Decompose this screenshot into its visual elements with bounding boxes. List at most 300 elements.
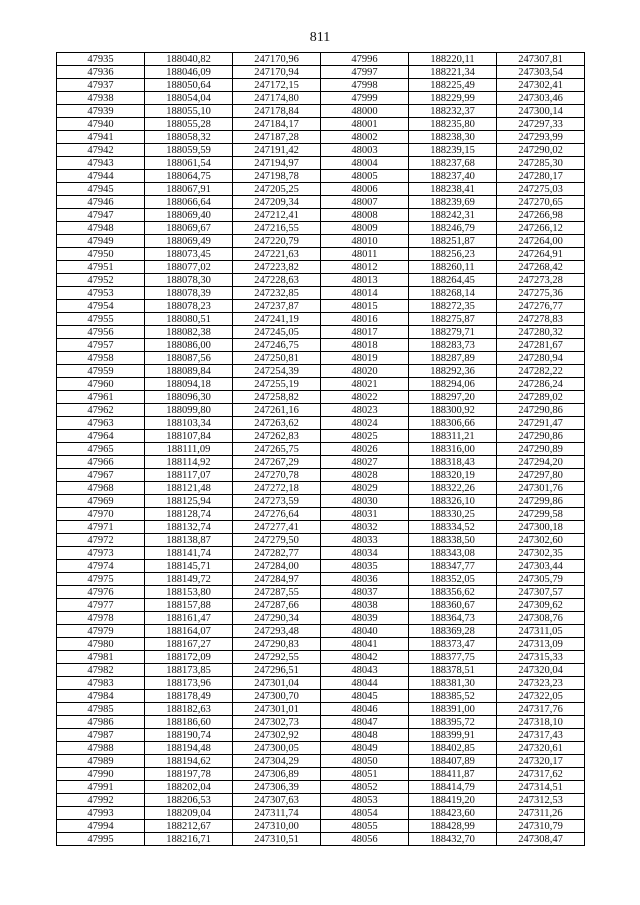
x-coordinate-cell: 188287,89 xyxy=(409,352,497,365)
point-number-cell: 48047 xyxy=(321,716,409,729)
y-coordinate-cell: 247280,94 xyxy=(497,352,585,365)
point-number-cell: 48026 xyxy=(321,443,409,456)
x-coordinate-cell: 188067,91 xyxy=(145,183,233,196)
x-coordinate-cell: 188369,28 xyxy=(409,625,497,638)
point-number-cell: 47945 xyxy=(57,183,145,196)
x-coordinate-cell: 188399,91 xyxy=(409,729,497,742)
point-number-cell: 48027 xyxy=(321,456,409,469)
x-coordinate-cell: 188132,74 xyxy=(145,521,233,534)
y-coordinate-cell: 247289,02 xyxy=(497,391,585,404)
x-coordinate-cell: 188161,47 xyxy=(145,612,233,625)
point-number-cell: 47983 xyxy=(57,677,145,690)
x-coordinate-cell: 188178,49 xyxy=(145,690,233,703)
point-number-cell: 47980 xyxy=(57,638,145,651)
y-coordinate-cell: 247290,34 xyxy=(233,612,321,625)
table-row xyxy=(57,469,585,482)
point-number-cell: 48017 xyxy=(321,326,409,339)
x-coordinate-cell: 188082,38 xyxy=(145,326,233,339)
x-coordinate-cell: 188096,30 xyxy=(145,391,233,404)
table-row xyxy=(57,625,585,638)
x-coordinate-cell: 188094,18 xyxy=(145,378,233,391)
x-coordinate-cell: 188246,79 xyxy=(409,222,497,235)
x-coordinate-cell: 188297,20 xyxy=(409,391,497,404)
y-coordinate-cell: 247280,17 xyxy=(497,170,585,183)
y-coordinate-cell: 247250,81 xyxy=(233,352,321,365)
x-coordinate-cell: 188407,89 xyxy=(409,755,497,768)
point-number-cell: 47985 xyxy=(57,703,145,716)
table-row xyxy=(57,664,585,677)
point-number-cell: 47981 xyxy=(57,651,145,664)
table-row xyxy=(57,196,585,209)
y-coordinate-cell: 247241,19 xyxy=(233,313,321,326)
point-number-cell: 47965 xyxy=(57,443,145,456)
y-coordinate-cell: 247282,22 xyxy=(497,365,585,378)
y-coordinate-cell: 247302,73 xyxy=(233,716,321,729)
point-number-cell: 47949 xyxy=(57,235,145,248)
y-coordinate-cell: 247315,33 xyxy=(497,651,585,664)
y-coordinate-cell: 247301,76 xyxy=(497,482,585,495)
x-coordinate-cell: 188164,07 xyxy=(145,625,233,638)
y-coordinate-cell: 247266,98 xyxy=(497,209,585,222)
y-coordinate-cell: 247302,60 xyxy=(497,534,585,547)
point-number-cell: 47950 xyxy=(57,248,145,261)
y-coordinate-cell: 247301,01 xyxy=(233,703,321,716)
page-number: 811 xyxy=(309,30,331,45)
x-coordinate-cell: 188138,87 xyxy=(145,534,233,547)
point-number-cell: 48042 xyxy=(321,651,409,664)
table-row xyxy=(57,560,585,573)
point-number-cell: 47969 xyxy=(57,495,145,508)
point-number-cell: 47996 xyxy=(321,53,409,66)
x-coordinate-cell: 188167,27 xyxy=(145,638,233,651)
point-number-cell: 47954 xyxy=(57,300,145,313)
point-number-cell: 48023 xyxy=(321,404,409,417)
point-number-cell: 47961 xyxy=(57,391,145,404)
point-number-cell: 47967 xyxy=(57,469,145,482)
table-row xyxy=(57,417,585,430)
table-row xyxy=(57,274,585,287)
point-number-cell: 47960 xyxy=(57,378,145,391)
table-row xyxy=(57,105,585,118)
point-number-cell: 47942 xyxy=(57,144,145,157)
y-coordinate-cell: 247184,17 xyxy=(233,118,321,131)
point-number-cell: 48019 xyxy=(321,352,409,365)
y-coordinate-cell: 247272,18 xyxy=(233,482,321,495)
point-number-cell: 47937 xyxy=(57,79,145,92)
point-number-cell: 47968 xyxy=(57,482,145,495)
point-number-cell: 47993 xyxy=(57,807,145,820)
y-coordinate-cell: 247262,83 xyxy=(233,430,321,443)
point-number-cell: 47941 xyxy=(57,131,145,144)
table-row xyxy=(57,690,585,703)
point-number-cell: 47958 xyxy=(57,352,145,365)
x-coordinate-cell: 188182,63 xyxy=(145,703,233,716)
y-coordinate-cell: 247246,75 xyxy=(233,339,321,352)
x-coordinate-cell: 188197,78 xyxy=(145,768,233,781)
y-coordinate-cell: 247267,29 xyxy=(233,456,321,469)
x-coordinate-cell: 188050,64 xyxy=(145,79,233,92)
table-row xyxy=(57,482,585,495)
y-coordinate-cell: 247270,78 xyxy=(233,469,321,482)
x-coordinate-cell: 188239,15 xyxy=(409,144,497,157)
y-coordinate-cell: 247296,51 xyxy=(233,664,321,677)
x-coordinate-cell: 188235,80 xyxy=(409,118,497,131)
y-coordinate-cell: 247284,00 xyxy=(233,560,321,573)
point-number-cell: 48034 xyxy=(321,547,409,560)
x-coordinate-cell: 188099,80 xyxy=(145,404,233,417)
point-number-cell: 48001 xyxy=(321,118,409,131)
y-coordinate-cell: 247191,42 xyxy=(233,144,321,157)
x-coordinate-cell: 188220,11 xyxy=(409,53,497,66)
point-number-cell: 48043 xyxy=(321,664,409,677)
point-number-cell: 48003 xyxy=(321,144,409,157)
y-coordinate-cell: 247278,83 xyxy=(497,313,585,326)
point-number-cell: 48041 xyxy=(321,638,409,651)
y-coordinate-cell: 247313,09 xyxy=(497,638,585,651)
table-row xyxy=(57,248,585,261)
y-coordinate-cell: 247299,58 xyxy=(497,508,585,521)
point-number-cell: 47997 xyxy=(321,66,409,79)
point-number-cell: 48015 xyxy=(321,300,409,313)
x-coordinate-cell: 188428,99 xyxy=(409,820,497,833)
x-coordinate-cell: 188294,06 xyxy=(409,378,497,391)
point-number-cell: 47988 xyxy=(57,742,145,755)
x-coordinate-cell: 188432,70 xyxy=(409,833,497,846)
x-coordinate-cell: 188221,34 xyxy=(409,66,497,79)
x-coordinate-cell: 188212,67 xyxy=(145,820,233,833)
x-coordinate-cell: 188334,52 xyxy=(409,521,497,534)
y-coordinate-cell: 247263,62 xyxy=(233,417,321,430)
x-coordinate-cell: 188318,43 xyxy=(409,456,497,469)
x-coordinate-cell: 188121,48 xyxy=(145,482,233,495)
coordinates-table-body xyxy=(57,53,585,846)
point-number-cell: 47952 xyxy=(57,274,145,287)
point-number-cell: 47970 xyxy=(57,508,145,521)
table-row xyxy=(57,287,585,300)
table-row xyxy=(57,651,585,664)
y-coordinate-cell: 247317,43 xyxy=(497,729,585,742)
y-coordinate-cell: 247300,70 xyxy=(233,690,321,703)
x-coordinate-cell: 188078,23 xyxy=(145,300,233,313)
y-coordinate-cell: 247302,35 xyxy=(497,547,585,560)
x-coordinate-cell: 188190,74 xyxy=(145,729,233,742)
x-coordinate-cell: 188238,41 xyxy=(409,183,497,196)
table-row xyxy=(57,755,585,768)
y-coordinate-cell: 247304,29 xyxy=(233,755,321,768)
y-coordinate-cell: 247277,41 xyxy=(233,521,321,534)
table-row xyxy=(57,352,585,365)
point-number-cell: 48010 xyxy=(321,235,409,248)
y-coordinate-cell: 247221,63 xyxy=(233,248,321,261)
x-coordinate-cell: 188364,73 xyxy=(409,612,497,625)
x-coordinate-cell: 188360,67 xyxy=(409,599,497,612)
table-row xyxy=(57,456,585,469)
x-coordinate-cell: 188069,40 xyxy=(145,209,233,222)
x-coordinate-cell: 188414,79 xyxy=(409,781,497,794)
x-coordinate-cell: 188216,71 xyxy=(145,833,233,846)
point-number-cell: 48040 xyxy=(321,625,409,638)
y-coordinate-cell: 247282,77 xyxy=(233,547,321,560)
x-coordinate-cell: 188114,92 xyxy=(145,456,233,469)
table-row xyxy=(57,222,585,235)
table-row xyxy=(57,794,585,807)
y-coordinate-cell: 247279,50 xyxy=(233,534,321,547)
y-coordinate-cell: 247284,97 xyxy=(233,573,321,586)
table-row xyxy=(57,820,585,833)
point-number-cell: 47940 xyxy=(57,118,145,131)
x-coordinate-cell: 188069,49 xyxy=(145,235,233,248)
table-row xyxy=(57,378,585,391)
point-number-cell: 47972 xyxy=(57,534,145,547)
x-coordinate-cell: 188145,71 xyxy=(145,560,233,573)
x-coordinate-cell: 188373,47 xyxy=(409,638,497,651)
x-coordinate-cell: 188300,92 xyxy=(409,404,497,417)
y-coordinate-cell: 247223,82 xyxy=(233,261,321,274)
x-coordinate-cell: 188111,09 xyxy=(145,443,233,456)
x-coordinate-cell: 188058,32 xyxy=(145,131,233,144)
x-coordinate-cell: 188064,75 xyxy=(145,170,233,183)
point-number-cell: 47947 xyxy=(57,209,145,222)
y-coordinate-cell: 247178,84 xyxy=(233,105,321,118)
point-number-cell: 47971 xyxy=(57,521,145,534)
table-row xyxy=(57,781,585,794)
point-number-cell: 47963 xyxy=(57,417,145,430)
x-coordinate-cell: 188157,88 xyxy=(145,599,233,612)
x-coordinate-cell: 188237,68 xyxy=(409,157,497,170)
point-number-cell: 48020 xyxy=(321,365,409,378)
point-number-cell: 47982 xyxy=(57,664,145,677)
point-number-cell: 48037 xyxy=(321,586,409,599)
y-coordinate-cell: 247320,17 xyxy=(497,755,585,768)
x-coordinate-cell: 188419,20 xyxy=(409,794,497,807)
y-coordinate-cell: 247287,55 xyxy=(233,586,321,599)
y-coordinate-cell: 247294,20 xyxy=(497,456,585,469)
y-coordinate-cell: 247297,33 xyxy=(497,118,585,131)
y-coordinate-cell: 247307,57 xyxy=(497,586,585,599)
x-coordinate-cell: 188279,71 xyxy=(409,326,497,339)
x-coordinate-cell: 188343,08 xyxy=(409,547,497,560)
x-coordinate-cell: 188256,23 xyxy=(409,248,497,261)
y-coordinate-cell: 247266,12 xyxy=(497,222,585,235)
x-coordinate-cell: 188352,05 xyxy=(409,573,497,586)
x-coordinate-cell: 188378,51 xyxy=(409,664,497,677)
point-number-cell: 48022 xyxy=(321,391,409,404)
y-coordinate-cell: 247314,51 xyxy=(497,781,585,794)
x-coordinate-cell: 188078,39 xyxy=(145,287,233,300)
point-number-cell: 48044 xyxy=(321,677,409,690)
table-row xyxy=(57,339,585,352)
point-number-cell: 48000 xyxy=(321,105,409,118)
point-number-cell: 48007 xyxy=(321,196,409,209)
x-coordinate-cell: 188411,87 xyxy=(409,768,497,781)
y-coordinate-cell: 247170,96 xyxy=(233,53,321,66)
point-number-cell: 47987 xyxy=(57,729,145,742)
table-row xyxy=(57,612,585,625)
y-coordinate-cell: 247317,76 xyxy=(497,703,585,716)
point-number-cell: 48033 xyxy=(321,534,409,547)
point-number-cell: 48028 xyxy=(321,469,409,482)
y-coordinate-cell: 247306,39 xyxy=(233,781,321,794)
x-coordinate-cell: 188316,00 xyxy=(409,443,497,456)
x-coordinate-cell: 188186,60 xyxy=(145,716,233,729)
table-row xyxy=(57,729,585,742)
y-coordinate-cell: 247320,04 xyxy=(497,664,585,677)
x-coordinate-cell: 188395,72 xyxy=(409,716,497,729)
y-coordinate-cell: 247299,86 xyxy=(497,495,585,508)
y-coordinate-cell: 247273,28 xyxy=(497,274,585,287)
y-coordinate-cell: 247300,05 xyxy=(233,742,321,755)
y-coordinate-cell: 247290,89 xyxy=(497,443,585,456)
table-row xyxy=(57,573,585,586)
table-row xyxy=(57,131,585,144)
point-number-cell: 48025 xyxy=(321,430,409,443)
y-coordinate-cell: 247317,62 xyxy=(497,768,585,781)
point-number-cell: 47939 xyxy=(57,105,145,118)
point-number-cell: 47977 xyxy=(57,599,145,612)
y-coordinate-cell: 247194,97 xyxy=(233,157,321,170)
point-number-cell: 47991 xyxy=(57,781,145,794)
x-coordinate-cell: 188381,30 xyxy=(409,677,497,690)
x-coordinate-cell: 188251,87 xyxy=(409,235,497,248)
table-row xyxy=(57,53,585,66)
y-coordinate-cell: 247220,79 xyxy=(233,235,321,248)
x-coordinate-cell: 188054,04 xyxy=(145,92,233,105)
x-coordinate-cell: 188385,52 xyxy=(409,690,497,703)
x-coordinate-cell: 188117,07 xyxy=(145,469,233,482)
y-coordinate-cell: 247290,86 xyxy=(497,404,585,417)
y-coordinate-cell: 247187,28 xyxy=(233,131,321,144)
x-coordinate-cell: 188229,99 xyxy=(409,92,497,105)
y-coordinate-cell: 247308,76 xyxy=(497,612,585,625)
x-coordinate-cell: 188172,09 xyxy=(145,651,233,664)
y-coordinate-cell: 247287,66 xyxy=(233,599,321,612)
x-coordinate-cell: 188103,34 xyxy=(145,417,233,430)
x-coordinate-cell: 188073,45 xyxy=(145,248,233,261)
y-coordinate-cell: 247255,19 xyxy=(233,378,321,391)
table-row xyxy=(57,144,585,157)
y-coordinate-cell: 247254,39 xyxy=(233,365,321,378)
x-coordinate-cell: 188194,62 xyxy=(145,755,233,768)
x-coordinate-cell: 188040,82 xyxy=(145,53,233,66)
y-coordinate-cell: 247310,51 xyxy=(233,833,321,846)
table-row xyxy=(57,183,585,196)
point-number-cell: 48005 xyxy=(321,170,409,183)
x-coordinate-cell: 188275,87 xyxy=(409,313,497,326)
point-number-cell: 47978 xyxy=(57,612,145,625)
point-number-cell: 48036 xyxy=(321,573,409,586)
point-number-cell: 48032 xyxy=(321,521,409,534)
x-coordinate-cell: 188087,56 xyxy=(145,352,233,365)
point-number-cell: 47935 xyxy=(57,53,145,66)
point-number-cell: 47973 xyxy=(57,547,145,560)
y-coordinate-cell: 247322,05 xyxy=(497,690,585,703)
y-coordinate-cell: 247310,00 xyxy=(233,820,321,833)
x-coordinate-cell: 188225,49 xyxy=(409,79,497,92)
point-number-cell: 48048 xyxy=(321,729,409,742)
x-coordinate-cell: 188238,30 xyxy=(409,131,497,144)
point-number-cell: 47944 xyxy=(57,170,145,183)
table-row xyxy=(57,209,585,222)
y-coordinate-cell: 247307,63 xyxy=(233,794,321,807)
y-coordinate-cell: 247292,55 xyxy=(233,651,321,664)
y-coordinate-cell: 247309,62 xyxy=(497,599,585,612)
x-coordinate-cell: 188347,77 xyxy=(409,560,497,573)
point-number-cell: 47957 xyxy=(57,339,145,352)
point-number-cell: 47975 xyxy=(57,573,145,586)
coordinates-table xyxy=(56,52,585,846)
y-coordinate-cell: 247305,79 xyxy=(497,573,585,586)
point-number-cell: 47962 xyxy=(57,404,145,417)
table-row xyxy=(57,66,585,79)
point-number-cell: 48053 xyxy=(321,794,409,807)
y-coordinate-cell: 247302,41 xyxy=(497,79,585,92)
x-coordinate-cell: 188237,40 xyxy=(409,170,497,183)
y-coordinate-cell: 247290,02 xyxy=(497,144,585,157)
table-row xyxy=(57,599,585,612)
point-number-cell: 47938 xyxy=(57,92,145,105)
y-coordinate-cell: 247245,05 xyxy=(233,326,321,339)
x-coordinate-cell: 188141,74 xyxy=(145,547,233,560)
x-coordinate-cell: 188173,85 xyxy=(145,664,233,677)
x-coordinate-cell: 188330,25 xyxy=(409,508,497,521)
x-coordinate-cell: 188320,19 xyxy=(409,469,497,482)
y-coordinate-cell: 247264,00 xyxy=(497,235,585,248)
table-row xyxy=(57,534,585,547)
point-number-cell: 48024 xyxy=(321,417,409,430)
y-coordinate-cell: 247311,26 xyxy=(497,807,585,820)
table-row xyxy=(57,313,585,326)
y-coordinate-cell: 247301,04 xyxy=(233,677,321,690)
y-coordinate-cell: 247306,89 xyxy=(233,768,321,781)
table-row xyxy=(57,638,585,651)
y-coordinate-cell: 247310,79 xyxy=(497,820,585,833)
y-coordinate-cell: 247264,91 xyxy=(497,248,585,261)
table-row xyxy=(57,365,585,378)
table-row xyxy=(57,157,585,170)
x-coordinate-cell: 188391,00 xyxy=(409,703,497,716)
point-number-cell: 48021 xyxy=(321,378,409,391)
x-coordinate-cell: 188194,48 xyxy=(145,742,233,755)
table-row xyxy=(57,833,585,846)
x-coordinate-cell: 188055,10 xyxy=(145,105,233,118)
point-number-cell: 47946 xyxy=(57,196,145,209)
point-number-cell: 47992 xyxy=(57,794,145,807)
x-coordinate-cell: 188322,26 xyxy=(409,482,497,495)
point-number-cell: 48051 xyxy=(321,768,409,781)
y-coordinate-cell: 247265,75 xyxy=(233,443,321,456)
table-row xyxy=(57,79,585,92)
point-number-cell: 48035 xyxy=(321,560,409,573)
point-number-cell: 48002 xyxy=(321,131,409,144)
x-coordinate-cell: 188239,69 xyxy=(409,196,497,209)
y-coordinate-cell: 247303,44 xyxy=(497,560,585,573)
y-coordinate-cell: 247285,30 xyxy=(497,157,585,170)
y-coordinate-cell: 247170,94 xyxy=(233,66,321,79)
y-coordinate-cell: 247307,81 xyxy=(497,53,585,66)
point-number-cell: 47966 xyxy=(57,456,145,469)
table-row xyxy=(57,547,585,560)
table-row xyxy=(57,391,585,404)
y-coordinate-cell: 247275,03 xyxy=(497,183,585,196)
table-row xyxy=(57,170,585,183)
x-coordinate-cell: 188326,10 xyxy=(409,495,497,508)
y-coordinate-cell: 247261,16 xyxy=(233,404,321,417)
point-number-cell: 47948 xyxy=(57,222,145,235)
x-coordinate-cell: 188055,28 xyxy=(145,118,233,131)
x-coordinate-cell: 188292,36 xyxy=(409,365,497,378)
table-row xyxy=(57,521,585,534)
point-number-cell: 47998 xyxy=(321,79,409,92)
